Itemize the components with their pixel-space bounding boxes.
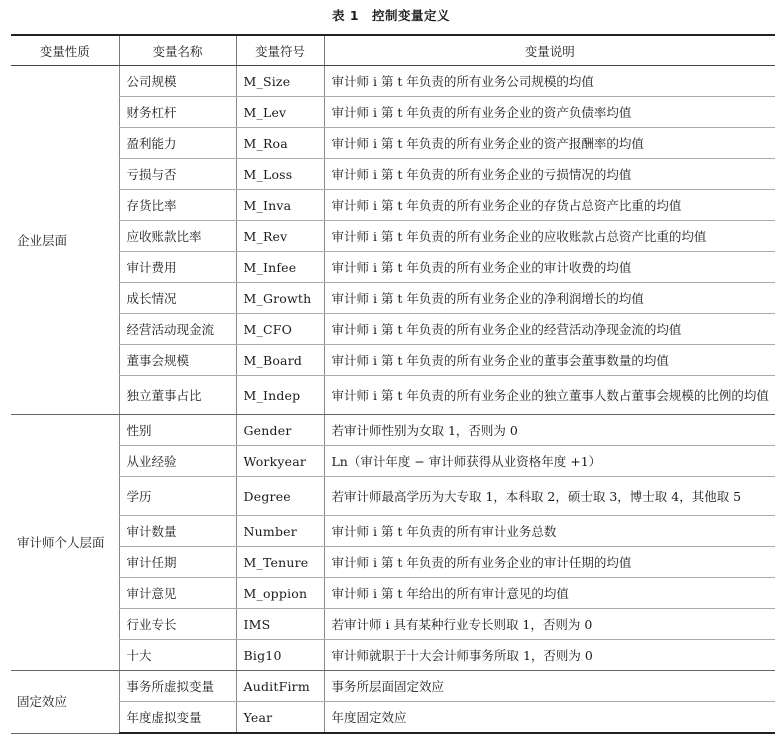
- variable-name-cell: 行业专长: [119, 609, 236, 640]
- variable-description-cell: 审计师 i 第 t 年负责的所有业务企业的应收账款占总资产比重的均值: [324, 221, 775, 252]
- table-row: [11, 66, 775, 97]
- table-row: [11, 415, 775, 446]
- variable-description-cell: 审计师 i 第 t 年负责的所有业务企业的审计任期的均值: [324, 547, 775, 578]
- variable-name-cell: 性别: [119, 415, 236, 446]
- variable-name-cell: 存货比率: [119, 190, 236, 221]
- variable-description-cell: 年度固定效应: [324, 702, 775, 734]
- variable-symbol-cell: M_Indep: [236, 376, 324, 415]
- header-symbol: 变量符号: [236, 35, 324, 66]
- variable-symbol-cell: Big10: [236, 640, 324, 671]
- table-row: [11, 314, 775, 345]
- variable-property-cell: 企业层面: [11, 66, 119, 415]
- variable-symbol-cell: M_Growth: [236, 283, 324, 314]
- variable-symbol-cell: M_CFO: [236, 314, 324, 345]
- table-row: [11, 702, 775, 734]
- table-row: [11, 547, 775, 578]
- variable-description-cell: 审计师 i 第 t 年负责的所有业务企业的审计收费的均值: [324, 252, 775, 283]
- variable-description-cell: 审计师 i 第 t 年负责的所有业务企业的资产报酬率的均值: [324, 128, 775, 159]
- variable-symbol-cell: IMS: [236, 609, 324, 640]
- header-property: 变量性质: [11, 35, 119, 66]
- variable-name-cell: 成长情况: [119, 283, 236, 314]
- variable-symbol-cell: M_Board: [236, 345, 324, 376]
- table-row: [11, 609, 775, 640]
- table-row: [11, 221, 775, 252]
- variable-symbol-cell: M_Infee: [236, 252, 324, 283]
- table-caption: 表 1 控制变量定义: [331, 8, 451, 23]
- variable-symbol-cell: Year: [236, 702, 324, 734]
- header-row: [11, 35, 775, 66]
- variable-symbol-cell: Gender: [236, 415, 324, 446]
- table-row: [11, 345, 775, 376]
- table-body: [11, 66, 775, 734]
- table-row: [11, 252, 775, 283]
- variable-name-cell: 年度虚拟变量: [119, 702, 236, 734]
- table-row: [11, 159, 775, 190]
- variable-name-cell: 从业经验: [119, 446, 236, 477]
- variable-name-cell: 审计数量: [119, 516, 236, 547]
- variable-symbol-cell: Number: [236, 516, 324, 547]
- variable-name-cell: 公司规模: [119, 66, 236, 97]
- variable-description-cell: 审计师 i 第 t 年负责的所有业务企业的资产负债率均值: [324, 97, 775, 128]
- variable-description-cell: 审计师 i 第 t 年负责的所有业务企业的经营活动净现金流的均值: [324, 314, 775, 345]
- variable-name-cell: 事务所虚拟变量: [119, 671, 236, 702]
- variable-symbol-cell: M_Roa: [236, 128, 324, 159]
- variable-name-cell: 审计费用: [119, 252, 236, 283]
- variable-name-cell: 亏损与否: [119, 159, 236, 190]
- variable-symbol-cell: Degree: [236, 477, 324, 516]
- table-row: [11, 283, 775, 314]
- variable-description-cell: 若审计师性别为女取 1，否则为 0: [324, 415, 775, 446]
- variable-description-cell: 审计师 i 第 t 年给出的所有审计意见的均值: [324, 578, 775, 609]
- variable-property-cell: 固定效应: [11, 671, 119, 734]
- variable-name-cell: 学历: [119, 477, 236, 516]
- variable-name-cell: 经营活动现金流: [119, 314, 236, 345]
- variable-name-cell: 应收账款比率: [119, 221, 236, 252]
- variable-name-cell: 审计意见: [119, 578, 236, 609]
- variable-description-cell: 审计师 i 第 t 年负责的所有业务企业的董事会董事数量的均值: [324, 345, 775, 376]
- variable-description-cell: 审计师 i 第 t 年负责的所有业务企业的净利润增长的均值: [324, 283, 775, 314]
- variable-description-cell: 审计师 i 第 t 年负责的所有业务企业的独立董事人数占董事会规模的比例的均值: [324, 376, 775, 415]
- variable-description-cell: 若审计师 i 具有某种行业专长则取 1，否则为 0: [324, 609, 775, 640]
- table-row: [11, 128, 775, 159]
- variable-symbol-cell: M_Lev: [236, 97, 324, 128]
- table-row: [11, 376, 775, 415]
- variable-symbol-cell: M_Inva: [236, 190, 324, 221]
- header-description: 变量说明: [324, 35, 775, 66]
- table-row: [11, 516, 775, 547]
- variable-name-cell: 十大: [119, 640, 236, 671]
- table-row: [11, 190, 775, 221]
- control-variables-table: [11, 34, 775, 734]
- table-row: [11, 640, 775, 671]
- table-row: [11, 97, 775, 128]
- table-row: [11, 477, 775, 516]
- variable-name-cell: 盈利能力: [119, 128, 236, 159]
- variable-description-cell: Ln（审计年度 − 审计师获得从业资格年度 +1）: [324, 446, 775, 477]
- variable-symbol-cell: M_Size: [236, 66, 324, 97]
- variable-description-cell: 审计师 i 第 t 年负责的所有业务企业的存货占总资产比重的均值: [324, 190, 775, 221]
- variable-name-cell: 独立董事占比: [119, 376, 236, 415]
- variable-description-cell: 若审计师最高学历为大专取 1，本科取 2，硕士取 3，博士取 4，其他取 5: [324, 477, 775, 516]
- variable-symbol-cell: M_Rev: [236, 221, 324, 252]
- variable-property-cell: 审计师个人层面: [11, 415, 119, 671]
- variable-description-cell: 审计师 i 第 t 年负责的所有审计业务总数: [324, 516, 775, 547]
- table-row: [11, 578, 775, 609]
- variable-symbol-cell: M_oppion: [236, 578, 324, 609]
- variable-symbol-cell: M_Tenure: [236, 547, 324, 578]
- variable-name-cell: 董事会规模: [119, 345, 236, 376]
- variable-symbol-cell: AuditFirm: [236, 671, 324, 702]
- variable-description-cell: 事务所层面固定效应: [324, 671, 775, 702]
- variable-symbol-cell: Workyear: [236, 446, 324, 477]
- variable-name-cell: 审计任期: [119, 547, 236, 578]
- header-name: 变量名称: [119, 35, 236, 66]
- variable-description-cell: 审计师 i 第 t 年负责的所有业务公司规模的均值: [324, 66, 775, 97]
- table-row: [11, 671, 775, 702]
- variable-name-cell: 财务杠杆: [119, 97, 236, 128]
- variable-symbol-cell: M_Loss: [236, 159, 324, 190]
- table-row: [11, 446, 775, 477]
- variable-description-cell: 审计师 i 第 t 年负责的所有业务企业的亏损情况的均值: [324, 159, 775, 190]
- variable-description-cell: 审计师就职于十大会计师事务所取 1，否则为 0: [324, 640, 775, 671]
